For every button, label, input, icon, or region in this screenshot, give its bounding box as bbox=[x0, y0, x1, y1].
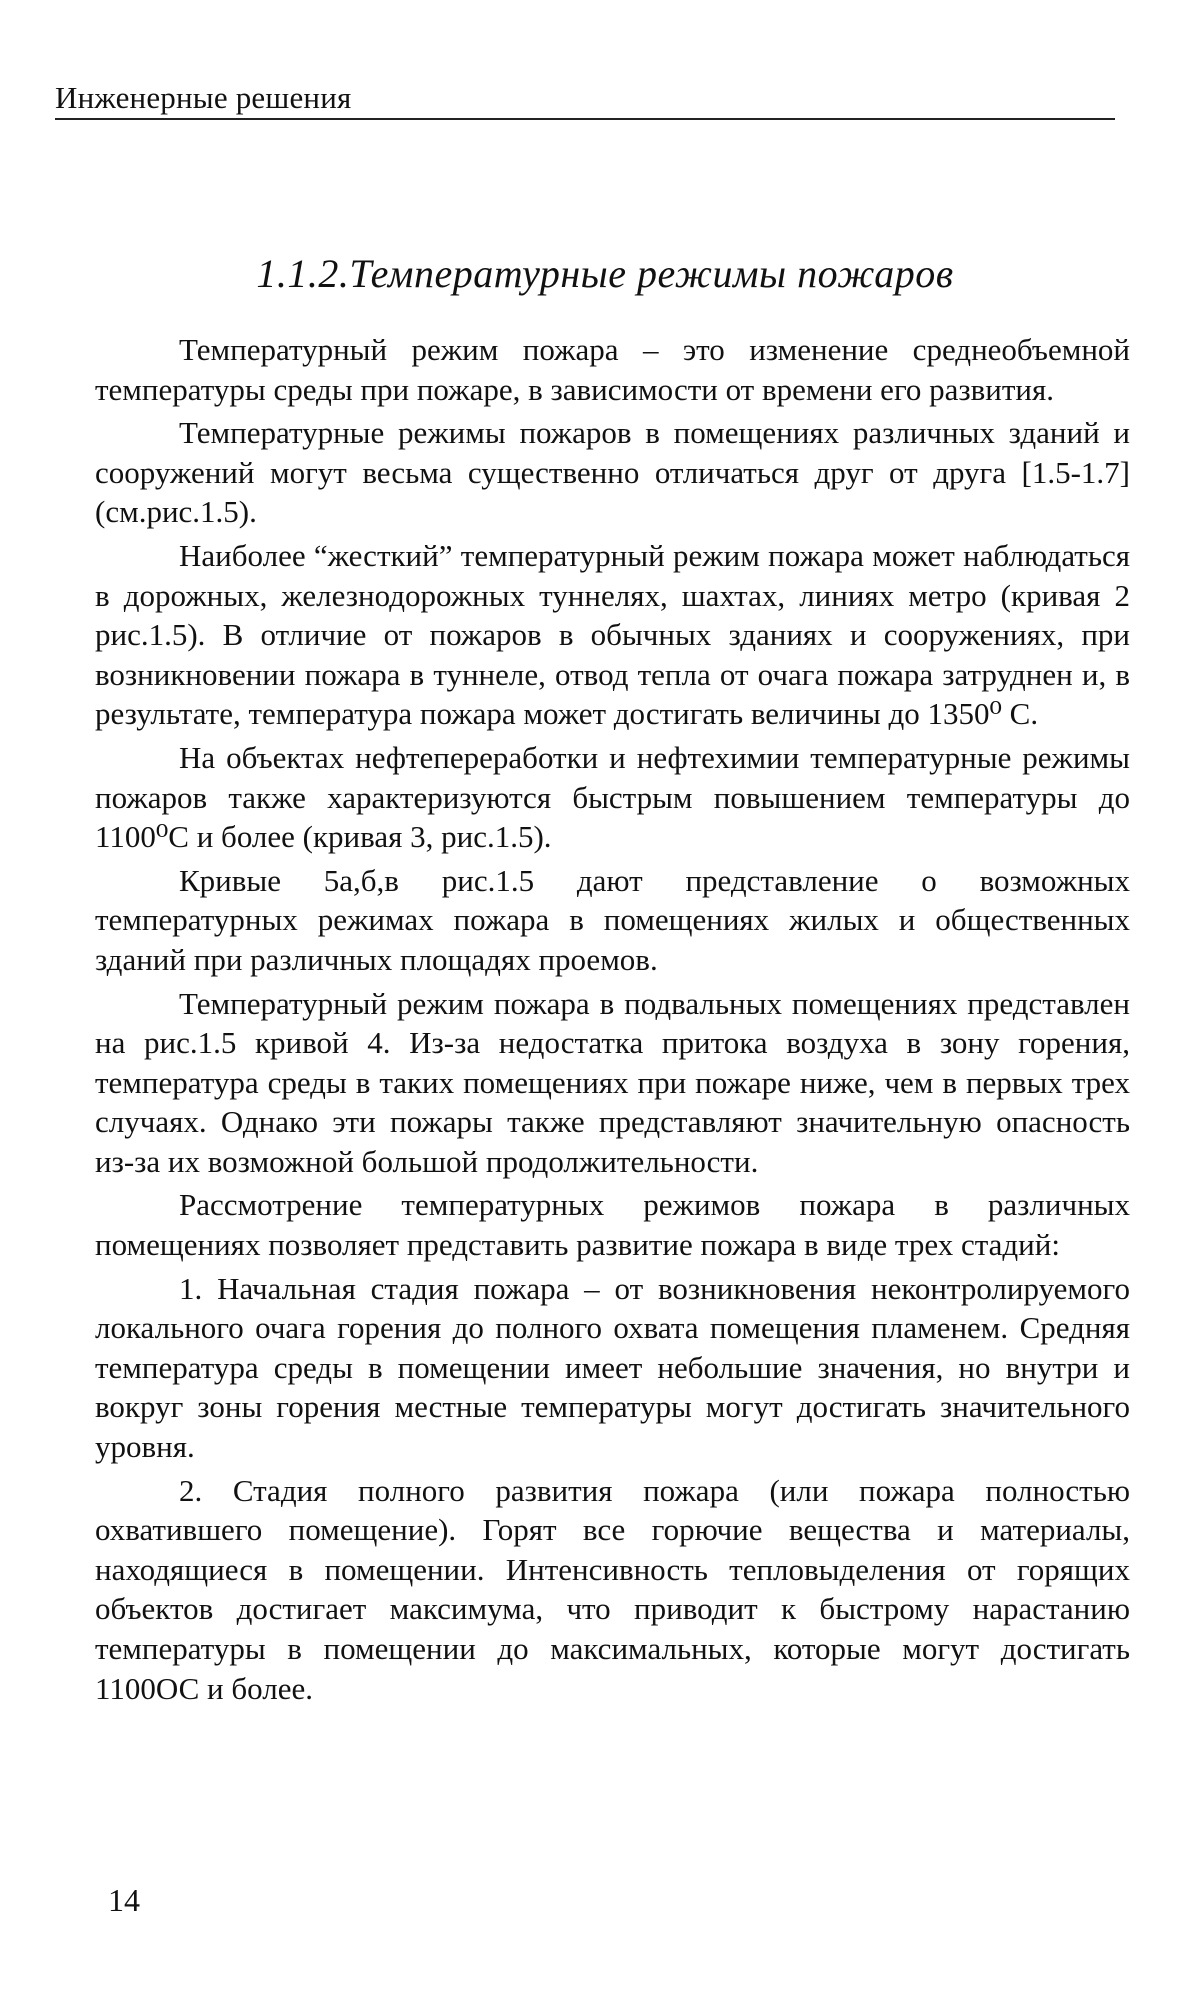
paragraph: На объектах нефтепереработки и нефтехимии температурные режимы пожаров также характеризуются быстрым повышением температуры до 1100⁰С и более (кривая 3, рис.1.5). bbox=[95, 739, 1130, 855]
body-text bbox=[95, 330, 1130, 1712]
paragraph: Кривые 5а,б,в рис.1.5 дают представление о возможных температурных режимах пожара в помещениях жилых и общественных зданий при различных площадях проемов. bbox=[95, 862, 1130, 977]
paragraph: Температурные режимы пожаров в помещениях различных зданий и сооружений могут весьма существенно отличаться друг от друга [1.5-1.7] (см.рис.1.5). bbox=[95, 415, 1130, 530]
paragraph: Наиболее “жесткий” температурный режим пожара может наблюдаться в дорожных, железнодорожных туннелях, шахтах, линиях метро (кривая 2 рис.1.5). В отличие от пожаров в обычных зданиях и сооружениях, при возникновении пожара в туннеле, отвод тепла от очага пожара затруднен и, в результате, температура пожара может достигать величины до 1350⁰ С. bbox=[95, 537, 1130, 732]
paragraph: Температурный режим пожара в подвальных помещениях представлен на рис.1.5 кривой 4. Из-за недостатка притока воздуха в зону горения, температура среды в таких помещениях при пожаре ниже, чем в первых трех случаях. Однако эти пожары также представляют значительную опасность из-за их возможной большой продолжительности. bbox=[95, 985, 1130, 1179]
section-title: 1.1.2.Температурные режимы пожаров bbox=[256, 251, 954, 296]
paragraph: Температурный режим пожара – это изменение среднеобъемной температуры среды при пожаре, в зависимости от времени его развития. bbox=[95, 332, 1130, 407]
list-item-stage-1: 1. Начальная стадия пожара – от возникновения неконтролируемого локального очага горения до полного охвата помещения пламенем. Средняя температура среды в помещении имеет небольшие значения, но внутри и вокруг зоны горения местные температуры могут достигать значительного уровня. bbox=[95, 1270, 1130, 1465]
running-header-title: Инженерные решения bbox=[55, 80, 352, 115]
page-number: 14 bbox=[108, 1882, 140, 1918]
paragraph: Рассмотрение температурных режимов пожара в различных помещениях позволяет представить развитие пожара в виде трех стадий: bbox=[95, 1187, 1130, 1263]
running-header bbox=[55, 78, 1115, 120]
list-item-stage-2: 2. Стадия полного развития пожара (или пожара полностью охватившего помещение). Горят все горючие вещества и материалы, находящиеся в помещении. Интенсивность тепловыделения от горящих объектов достигает максимума, что приводит к быстрому нарастанию температуры в помещении до максимальных, которые могут достигать 1100ОС и более. bbox=[95, 1472, 1130, 1706]
